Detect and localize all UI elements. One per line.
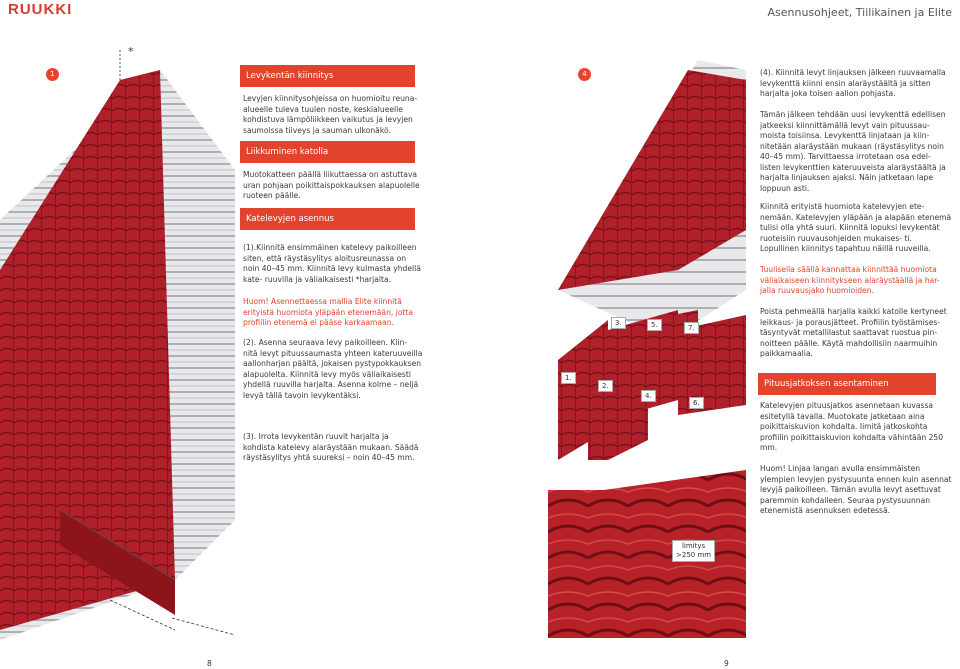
section3-step2: (2). Asenna seuraava levy paikoilleen. Kiin- nitä levyt pituussaumasta yhteen kateruuveilla aallonharjan päältä, jokaisen pystypokkauksen alapuolelta. Kiinnitä levy myös väliaikaisesti yhdellä ruuvilla harjalta. Asenna kolme – neljä levyä tällä tavoin levykentäksi.: [243, 338, 423, 400]
section-title-katelevyjen-asennus: Katelevyjen asennus: [240, 208, 415, 230]
step-marker-4: 4: [578, 68, 591, 81]
section-title-pituusjatkos: Pituusjatkoksen asentaminen: [758, 373, 936, 395]
step-marker-1: 1: [46, 68, 59, 81]
roof-installation-illustration-right: [548, 40, 746, 638]
section3-step1: (1).Kiinnitä ensimmäinen katelevy paikoilleen siten, että räystäsylitys aloitusreunassa on noin 40–45 mm. Kiinnitä levy kulmasta yhdellä kate- ruuvilla ja väliaikaisesti *harjalta.: [243, 243, 421, 284]
sheet-number-5: 5.: [647, 319, 662, 331]
alignment-note: Huom! Linjaa langan avulla ensimmäisten ylempien levyjen pystysuunta ennen kuin asennat levyjä paikoilleen. Tämän avulla levyt asettuvat paremmin kohdalleen. Seuraa pystysuunnan etenemistä asennuksen edetessä.: [760, 464, 952, 515]
asterisk-mark: *: [128, 45, 134, 58]
sheet-number-4: 4.: [641, 390, 656, 402]
sheet-number-1: 1.: [561, 372, 576, 384]
roof-installation-illustration-left: [0, 40, 235, 640]
page-number-left: 8: [207, 659, 212, 668]
section-title-liikkuminen-katolla: Liikkuminen katolla: [240, 141, 415, 163]
page-number-right: 9: [724, 659, 729, 668]
overlap-text: Katelevyjen pituusjatkos asennetaan kuvassa esitetyllä tavalla. Muotokate jatketaan aina poikittaiskuvion kohdalta. Iimitä jatkoskohta profiilin poikittaiskuvion kohdalta vähintään 250 mm.: [760, 401, 944, 452]
sheet-number-6: 6.: [689, 397, 704, 409]
new-field-text: Tämän jälkeen tehdään uusi levykenttä edellisen jatkeeksi kiinnittämällä levyt vain pituussau- moista toisiinsa. Levykenttä linjataan ja kiin- nitetään alaräystään mukaan (räystäsylitys noin 40–45 mm). Tarvittaessa irrotetaan osa edel- listen levykenttien kateruuveista alaräystäältä ja harjalta linjauksen ajaksi. Näin jatketaan lape loppuun asti.: [760, 110, 946, 193]
step4-text: (4). Kiinnitä levyt linjauksen jälkeen ruuvaamalla levykenttä kiinni ensin alaräystäältä ja sitten harjalta joka toisen aallon pohjasta.: [760, 68, 946, 98]
section1-body: Levyjen kiinnitysohjeissa on huomioitu reuna- alueelle tuleva tuulen noste, keskialueelle kohdistuva lämpöliikkeen vaikutus ja levyjen saumoissa tiiveys ja sauman ulkonäkö.: [243, 94, 418, 135]
section2-body: Muotokatteen päällä liikuttaessa on astuttava uran pohjaan poikittaispokkauksen alapuolelle ruoteen päälle.: [243, 170, 420, 200]
sheet-number-3: 3.: [611, 317, 626, 329]
progress-attention-text: Kiinnitä erityistä huomiota katelevyjen ete- nemään. Katelevyjen yläpään ja alapään etenemä tulisi olla yhtä suuri. Kiinnitä lopuksi levykentät ruoteisiin ruuvausohjeiden mukaises- ti. Lopullinen kiinnitys tapahtuu näillä ruuveilla.: [760, 202, 952, 253]
sheet-number-2: 2.: [598, 380, 613, 392]
wind-warning: Tuulisella säällä kannattaa kiinnittää huomiota väliaikaiseen kiinnitykseen alaräystäällä ja har- jalla ruuvausjako huomioiden.: [760, 265, 940, 295]
cleanup-text: Poista pehmeällä harjalla kaikki katolle kertyneet leikkaus- ja porausjätteet. Profiilin työstämises- täsyntyvät metallilastut saattavat ruostua pin- noitteen päälle. Käytä mahdollisiin naarmuihin paikkamaalia.: [760, 307, 947, 358]
ruukki-logo: RUUKKI: [8, 1, 73, 18]
sheet-number-7: 7.: [684, 322, 699, 334]
page-header-title: Asennusohjeet, Tiilikainen ja Elite: [767, 6, 952, 19]
section3-step3: (3). Irrota levykentän ruuvit harjalta ja kohdista katelevy alaräystään mukaan. Säädä räystäsylitys yhtä suureksi – noin 40–45 mm.: [243, 432, 419, 462]
overlap-label: limitys >250 mm: [672, 540, 715, 562]
elite-warning: Huom! Asennettaessa mallia Elite kiinnitä erityistä huomiota yläpään etenemään, jotta profiilin etenemä ei pääse karkaamaan.: [243, 297, 414, 327]
section-title-levykentan-kiinnitys: Levykentän kiinnitys: [240, 65, 415, 87]
